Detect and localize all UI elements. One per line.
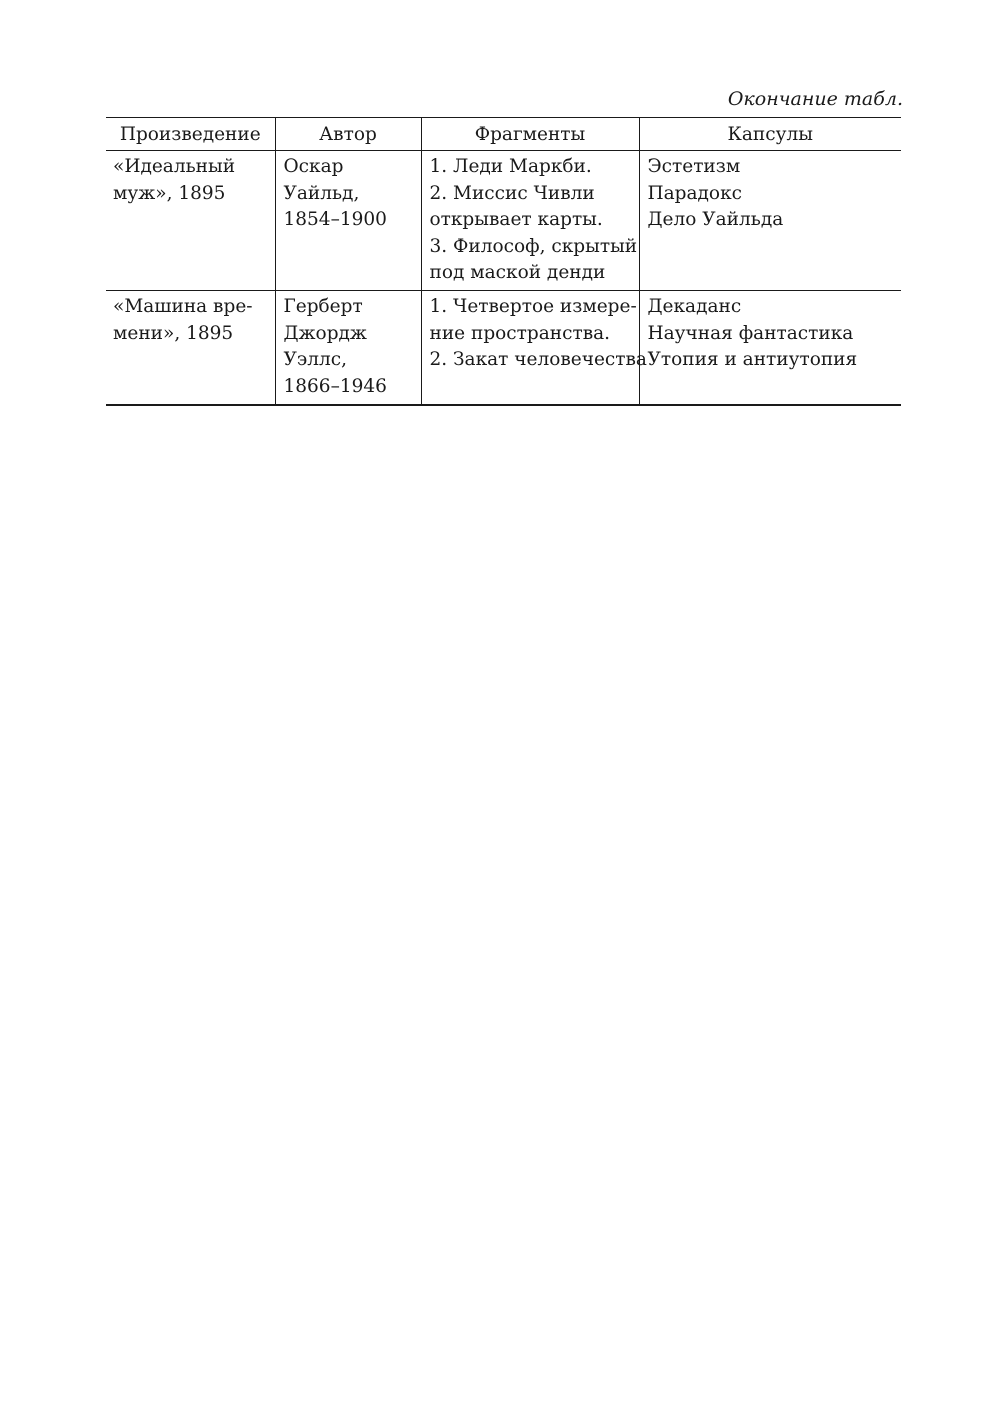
cell-author xyxy=(275,291,421,406)
cell-line: под маской денди xyxy=(429,262,606,283)
header-author: Автор xyxy=(275,118,421,151)
cell-capsules xyxy=(639,291,901,406)
cell-line: 2. Миссис Чивли xyxy=(429,182,595,204)
cell-line: муж», 1895 xyxy=(113,182,226,204)
cell-line: 2. Закат человечества xyxy=(429,349,647,370)
table-row xyxy=(106,151,901,291)
cell-line: Джордж xyxy=(283,322,367,344)
cell-work xyxy=(106,291,275,406)
table-header-row xyxy=(106,118,901,151)
cell-fragments xyxy=(421,291,647,406)
cell-fragments xyxy=(421,151,639,291)
cell-line: Научная фантастика xyxy=(647,322,854,344)
cell-line: «Идеальный xyxy=(113,156,236,177)
cell-line: «Машина вре- xyxy=(113,296,253,317)
cell-line: Герберт xyxy=(283,296,363,317)
header-fragments: Фрагменты xyxy=(421,118,639,151)
cell-line: 1. Леди Маркби. xyxy=(429,156,592,177)
header-capsules: Капсулы xyxy=(639,118,901,151)
cell-work xyxy=(106,151,275,291)
cell-line: 1866–1946 xyxy=(283,375,387,397)
cell-line: Дело Уайльда xyxy=(647,209,784,230)
cell-line: 1. Четвертое измере- xyxy=(429,296,637,317)
cell-line: 1854–1900 xyxy=(283,209,387,230)
table-row xyxy=(106,291,901,406)
cell-line: мени», 1895 xyxy=(113,322,234,344)
cell-author xyxy=(275,151,421,291)
cell-line: Уэллс, xyxy=(283,349,347,370)
cell-line: Оскар xyxy=(283,156,344,177)
cell-line: Утопия и антиутопия xyxy=(647,349,858,370)
cell-line: Эстетизм xyxy=(647,156,741,177)
cell-line: ние пространства. xyxy=(429,322,611,344)
cell-line: 3. Философ, скрытый xyxy=(429,235,638,257)
cell-line: Уайльд, xyxy=(283,182,360,204)
cell-line: открывает карты. xyxy=(429,209,603,230)
cell-line: Декаданс xyxy=(647,296,742,317)
works-table xyxy=(106,117,901,406)
cell-capsules xyxy=(639,151,901,291)
cell-line: Парадокс xyxy=(647,182,742,204)
table-continuation-caption: Окончание табл. xyxy=(727,88,903,110)
literature-table xyxy=(106,117,901,406)
header-work: Произведение xyxy=(119,123,261,145)
